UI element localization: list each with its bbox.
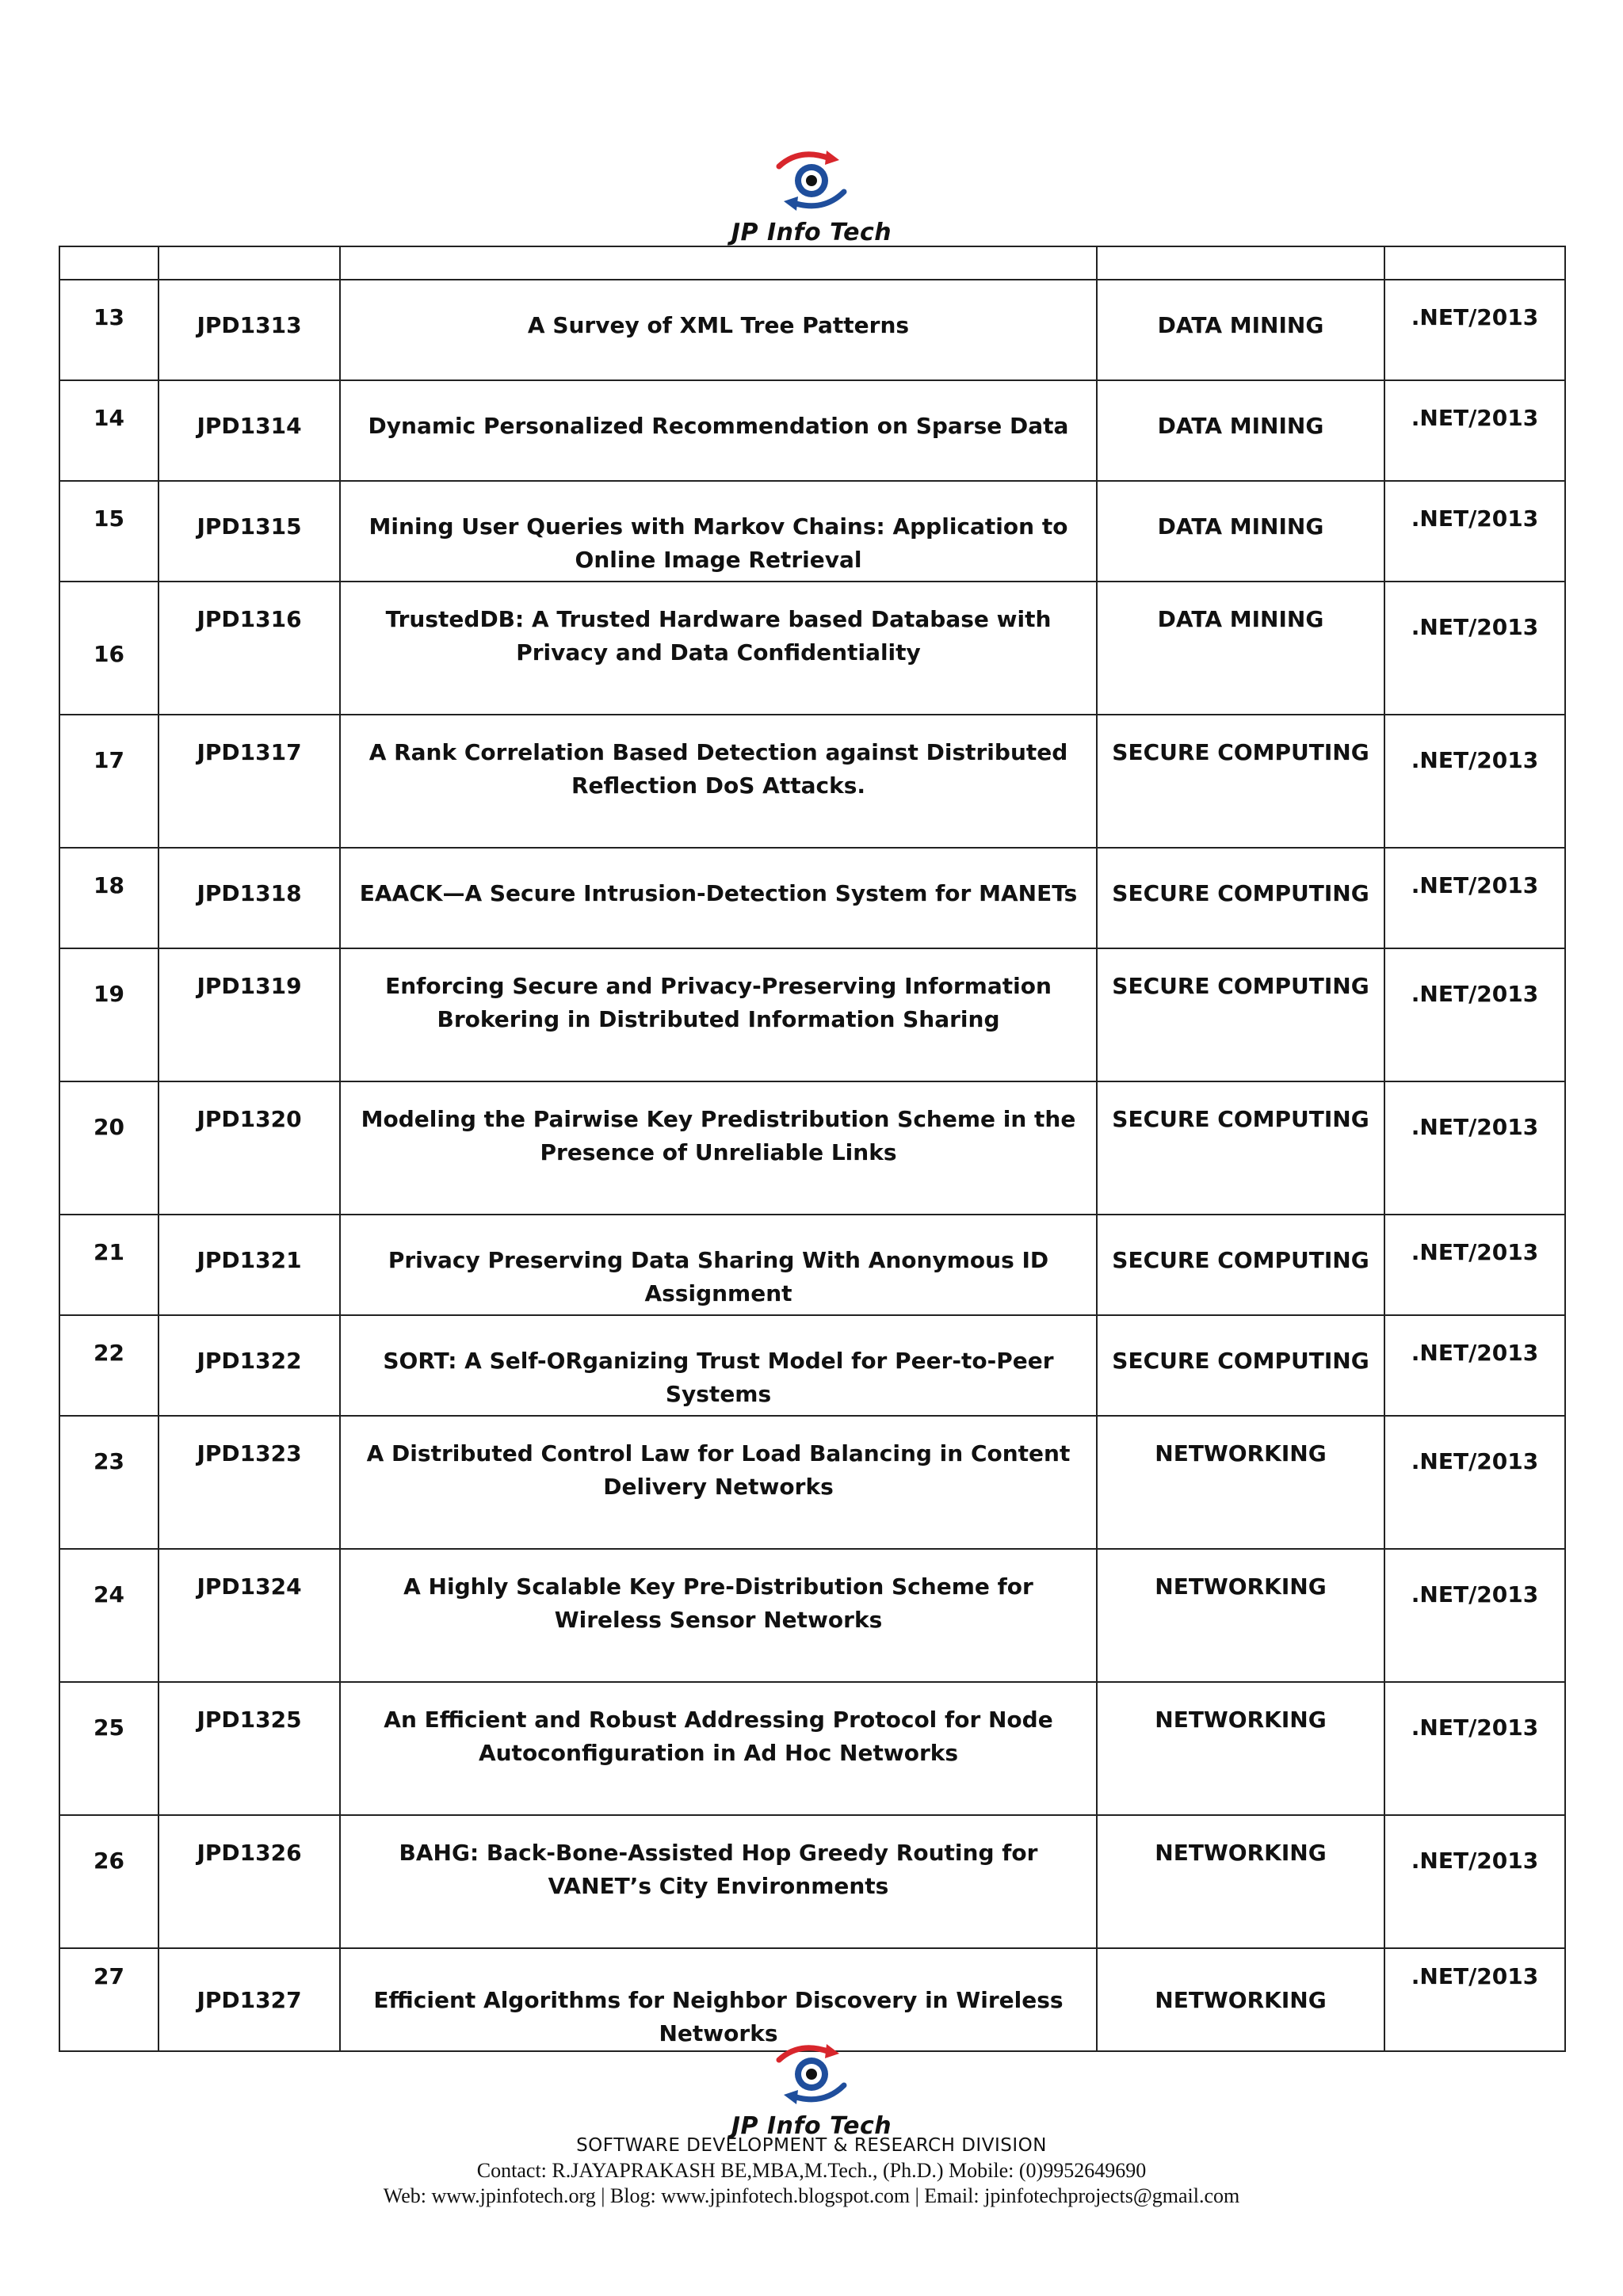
header-logo bbox=[701, 143, 922, 246]
project-code: JPD1322 bbox=[158, 1315, 340, 1416]
project-code: JPD1321 bbox=[158, 1215, 340, 1315]
project-tech: .NET/2013 bbox=[1384, 380, 1565, 481]
project-domain: DATA MINING bbox=[1097, 380, 1384, 481]
table-cell bbox=[340, 246, 1097, 280]
footer bbox=[0, 2133, 1623, 2209]
footer-contact: Contact: R.JAYAPRAKASH BE,MBA,M.Tech., (Ph.D.) Mobile: (0)9952649690 bbox=[476, 2159, 1147, 2182]
project-table bbox=[59, 246, 1566, 2052]
table-row bbox=[59, 1215, 1565, 1315]
jp-info-tech-logo-icon bbox=[768, 2036, 855, 2114]
project-domain: SECURE COMPUTING bbox=[1097, 715, 1384, 848]
project-domain: SECURE COMPUTING bbox=[1097, 1215, 1384, 1315]
row-number: 27 bbox=[59, 1948, 158, 2051]
table-row bbox=[59, 848, 1565, 948]
table-cell bbox=[1384, 246, 1565, 280]
row-number: 13 bbox=[59, 280, 158, 380]
table-row bbox=[59, 1549, 1565, 1682]
project-code: JPD1315 bbox=[158, 481, 340, 582]
project-title: A Highly Scalable Key Pre-Distribution Scheme for Wireless Sensor Networks bbox=[340, 1549, 1097, 1682]
row-number: 21 bbox=[59, 1215, 158, 1315]
project-title: TrustedDB: A Trusted Hardware based Database with Privacy and Data Confidentiality bbox=[340, 582, 1097, 715]
project-domain: DATA MINING bbox=[1097, 582, 1384, 715]
table-cell bbox=[1097, 246, 1384, 280]
row-number: 16 bbox=[59, 582, 158, 715]
project-tech: .NET/2013 bbox=[1384, 1315, 1565, 1416]
row-number: 14 bbox=[59, 380, 158, 481]
logo-text: JP Info Tech bbox=[731, 2112, 892, 2140]
table-row bbox=[59, 1315, 1565, 1416]
project-code: JPD1327 bbox=[158, 1948, 340, 2051]
table-row bbox=[59, 948, 1565, 1081]
table-cell bbox=[59, 246, 158, 280]
project-tech: .NET/2013 bbox=[1384, 1682, 1565, 1815]
project-title: Mining User Queries with Markov Chains: Application to Online Image Retrieval bbox=[340, 481, 1097, 582]
project-code: JPD1324 bbox=[158, 1549, 340, 1682]
project-code: JPD1314 bbox=[158, 380, 340, 481]
project-title: Efficient Algorithms for Neighbor Discovery in Wireless Networks bbox=[340, 1948, 1097, 2051]
project-title: A Distributed Control Law for Load Balancing in Content Delivery Networks bbox=[340, 1416, 1097, 1549]
table-row bbox=[59, 280, 1565, 380]
table-row bbox=[59, 481, 1565, 582]
project-tech: .NET/2013 bbox=[1384, 582, 1565, 715]
row-number: 23 bbox=[59, 1416, 158, 1549]
table-row bbox=[59, 1815, 1565, 1948]
project-title: BAHG: Back-Bone-Assisted Hop Greedy Routing for VANET’s City Environments bbox=[340, 1815, 1097, 1948]
row-number: 24 bbox=[59, 1549, 158, 1682]
project-title: EAACK—A Secure Intrusion-Detection System for MANETs bbox=[340, 848, 1097, 948]
project-title: Enforcing Secure and Privacy-Preserving Information Brokering in Distributed Information Sharing bbox=[340, 948, 1097, 1081]
project-code: JPD1320 bbox=[158, 1081, 340, 1215]
row-number: 26 bbox=[59, 1815, 158, 1948]
row-number: 22 bbox=[59, 1315, 158, 1416]
project-table-wrap bbox=[59, 246, 1564, 2052]
table-cell bbox=[158, 246, 340, 280]
project-domain: SECURE COMPUTING bbox=[1097, 1315, 1384, 1416]
project-tech: .NET/2013 bbox=[1384, 1416, 1565, 1549]
table-header-row bbox=[59, 246, 1565, 280]
project-title: SORT: A Self-ORganizing Trust Model for Peer-to-Peer Systems bbox=[340, 1315, 1097, 1416]
footer-web: Web: www.jpinfotech.org | Blog: www.jpinfotech.blogspot.com | Email: jpinfotechprojects@gmail.com bbox=[383, 2184, 1240, 2207]
row-number: 20 bbox=[59, 1081, 158, 1215]
project-tech: .NET/2013 bbox=[1384, 1815, 1565, 1948]
project-domain: NETWORKING bbox=[1097, 1682, 1384, 1815]
project-title: Dynamic Personalized Recommendation on Sparse Data bbox=[340, 380, 1097, 481]
row-number: 25 bbox=[59, 1682, 158, 1815]
project-domain: NETWORKING bbox=[1097, 1549, 1384, 1682]
project-domain: NETWORKING bbox=[1097, 1815, 1384, 1948]
project-code: JPD1318 bbox=[158, 848, 340, 948]
project-tech: .NET/2013 bbox=[1384, 481, 1565, 582]
table-row bbox=[59, 582, 1565, 715]
project-domain: NETWORKING bbox=[1097, 1948, 1384, 2051]
project-tech: .NET/2013 bbox=[1384, 1948, 1565, 2051]
table-row bbox=[59, 1416, 1565, 1549]
table-row bbox=[59, 715, 1565, 848]
project-title: Modeling the Pairwise Key Predistribution Scheme in the Presence of Unreliable Links bbox=[340, 1081, 1097, 1215]
project-code: JPD1313 bbox=[158, 280, 340, 380]
project-tech: .NET/2013 bbox=[1384, 1549, 1565, 1682]
project-tech: .NET/2013 bbox=[1384, 948, 1565, 1081]
project-code: JPD1319 bbox=[158, 948, 340, 1081]
project-domain: SECURE COMPUTING bbox=[1097, 848, 1384, 948]
table-row bbox=[59, 380, 1565, 481]
project-title: A Rank Correlation Based Detection against Distributed Reflection DoS Attacks. bbox=[340, 715, 1097, 848]
row-number: 18 bbox=[59, 848, 158, 948]
footer-logo bbox=[701, 2036, 922, 2140]
project-title: A Survey of XML Tree Patterns bbox=[340, 280, 1097, 380]
project-tech: .NET/2013 bbox=[1384, 715, 1565, 848]
row-number: 17 bbox=[59, 715, 158, 848]
project-tech: .NET/2013 bbox=[1384, 1215, 1565, 1315]
project-code: JPD1317 bbox=[158, 715, 340, 848]
jp-info-tech-logo-icon bbox=[768, 143, 855, 220]
project-domain: DATA MINING bbox=[1097, 481, 1384, 582]
project-domain: DATA MINING bbox=[1097, 280, 1384, 380]
project-domain: SECURE COMPUTING bbox=[1097, 948, 1384, 1081]
row-number: 15 bbox=[59, 481, 158, 582]
project-domain: NETWORKING bbox=[1097, 1416, 1384, 1549]
project-title: An Efficient and Robust Addressing Protocol for Node Autoconfiguration in Ad Hoc Networks bbox=[340, 1682, 1097, 1815]
row-number: 19 bbox=[59, 948, 158, 1081]
project-code: JPD1323 bbox=[158, 1416, 340, 1549]
project-title: Privacy Preserving Data Sharing With Anonymous ID Assignment bbox=[340, 1215, 1097, 1315]
project-tech: .NET/2013 bbox=[1384, 1081, 1565, 1215]
project-code: JPD1326 bbox=[158, 1815, 340, 1948]
project-code: JPD1316 bbox=[158, 582, 340, 715]
project-domain: SECURE COMPUTING bbox=[1097, 1081, 1384, 1215]
project-tech: .NET/2013 bbox=[1384, 848, 1565, 948]
table-row bbox=[59, 1682, 1565, 1815]
project-tech: .NET/2013 bbox=[1384, 280, 1565, 380]
table-row bbox=[59, 1081, 1565, 1215]
footer-division: SOFTWARE DEVELOPMENT & RESEARCH DIVISION bbox=[576, 2135, 1047, 2156]
project-code: JPD1325 bbox=[158, 1682, 340, 1815]
logo-text: JP Info Tech bbox=[731, 219, 892, 246]
